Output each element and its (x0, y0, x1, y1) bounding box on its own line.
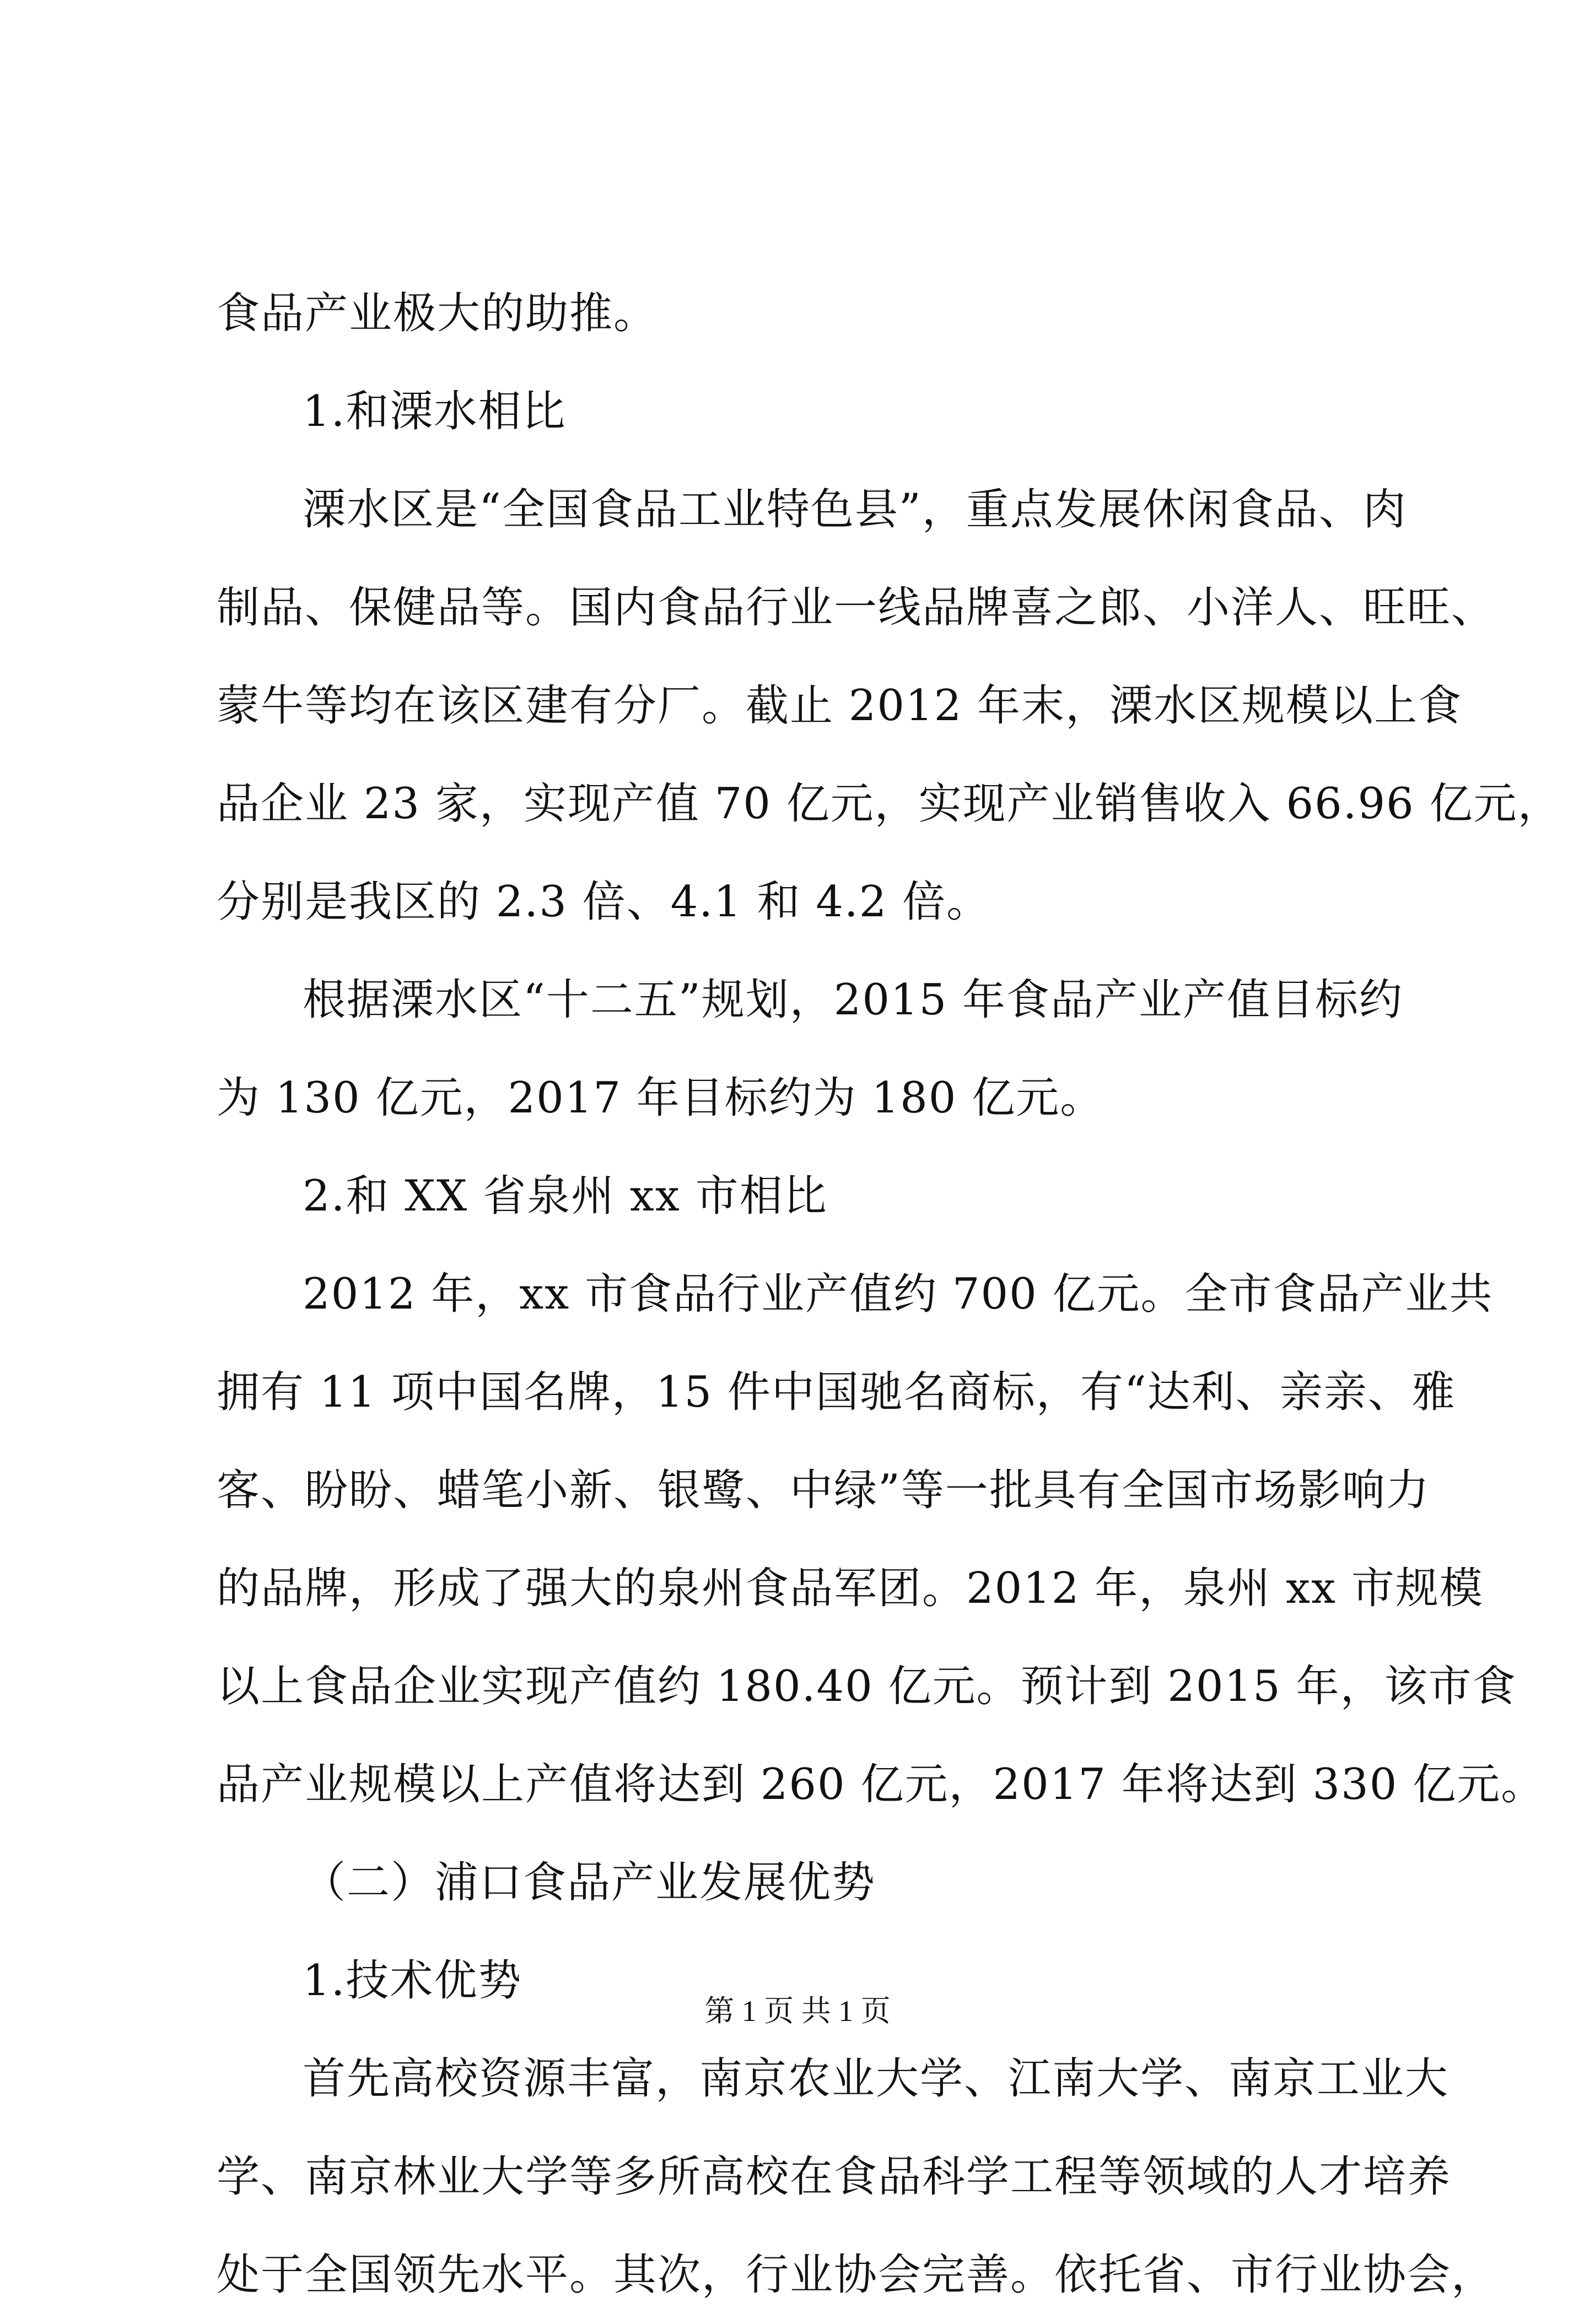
text-line: 的品牌，形成了强大的泉州食品军团。2012 年，泉州 xx 市规模 (217, 1564, 1484, 1613)
text-line: 制品、保健品等。国内食品行业一线品牌喜之郎、小洋人、旺旺、 (217, 583, 1496, 633)
page-footer: 第 1 页 共 1 页 (704, 1995, 891, 2028)
text-line: 2012 年，xx 市食品行业产值约 700 亿元。全市食品产业共 (303, 1269, 1494, 1319)
text-line: 客、盼盼、蜡笔小新、银鹭、中绿”等一批具有全国市场影响力 (217, 1466, 1430, 1515)
text-line: 食品产业极大的助推。 (217, 289, 658, 338)
section-heading: 1.和溧水相比 (303, 387, 567, 436)
text-line: 蒙牛等均在该区建有分厂。截止 2012 年末，溧水区规模以上食 (217, 681, 1463, 731)
text-line: 以上食品企业实现产值约 180.40 亿元。预计到 2015 年，该市食 (217, 1662, 1517, 1711)
text-line: 处于全国领先水平。其次，行业协会完善。依托省、市行业协会， (217, 2250, 1496, 2300)
section-heading: 1.技术优势 (303, 1956, 522, 2006)
text-line: 为 130 亿元，2017 年目标约为 180 亿元。 (217, 1073, 1104, 1123)
text-line: 溧水区是“全国食品工业特色县”，重点发展休闲食品、肉 (303, 485, 1407, 534)
text-line: 品产业规模以上产值将达到 260 亿元，2017 年将达到 330 亿元。 (217, 1760, 1545, 1809)
text-line: 品企业 23 家，实现产值 70 亿元，实现产业销售收入 66.96 亿元， (217, 779, 1562, 829)
text-line: 首先高校资源丰富，南京农业大学、江南大学、南京工业大 (303, 2054, 1449, 2104)
section-heading: （二）浦口食品产业发展优势 (303, 1858, 876, 1907)
text-line: 分别是我区的 2.3 倍、4.1 和 4.2 倍。 (217, 877, 991, 927)
section-heading: 2.和 XX 省泉州 xx 市相比 (303, 1171, 828, 1221)
text-line: 学、南京林业大学等多所高校在食品科学工程等领域的人才培养 (217, 2152, 1452, 2202)
text-line: 拥有 11 项中国名牌，15 件中国驰名商标，有“达利、亲亲、雅 (217, 1368, 1456, 1417)
text-line: 根据溧水区“十二五”规划，2015 年食品产业产值目标约 (303, 975, 1404, 1025)
